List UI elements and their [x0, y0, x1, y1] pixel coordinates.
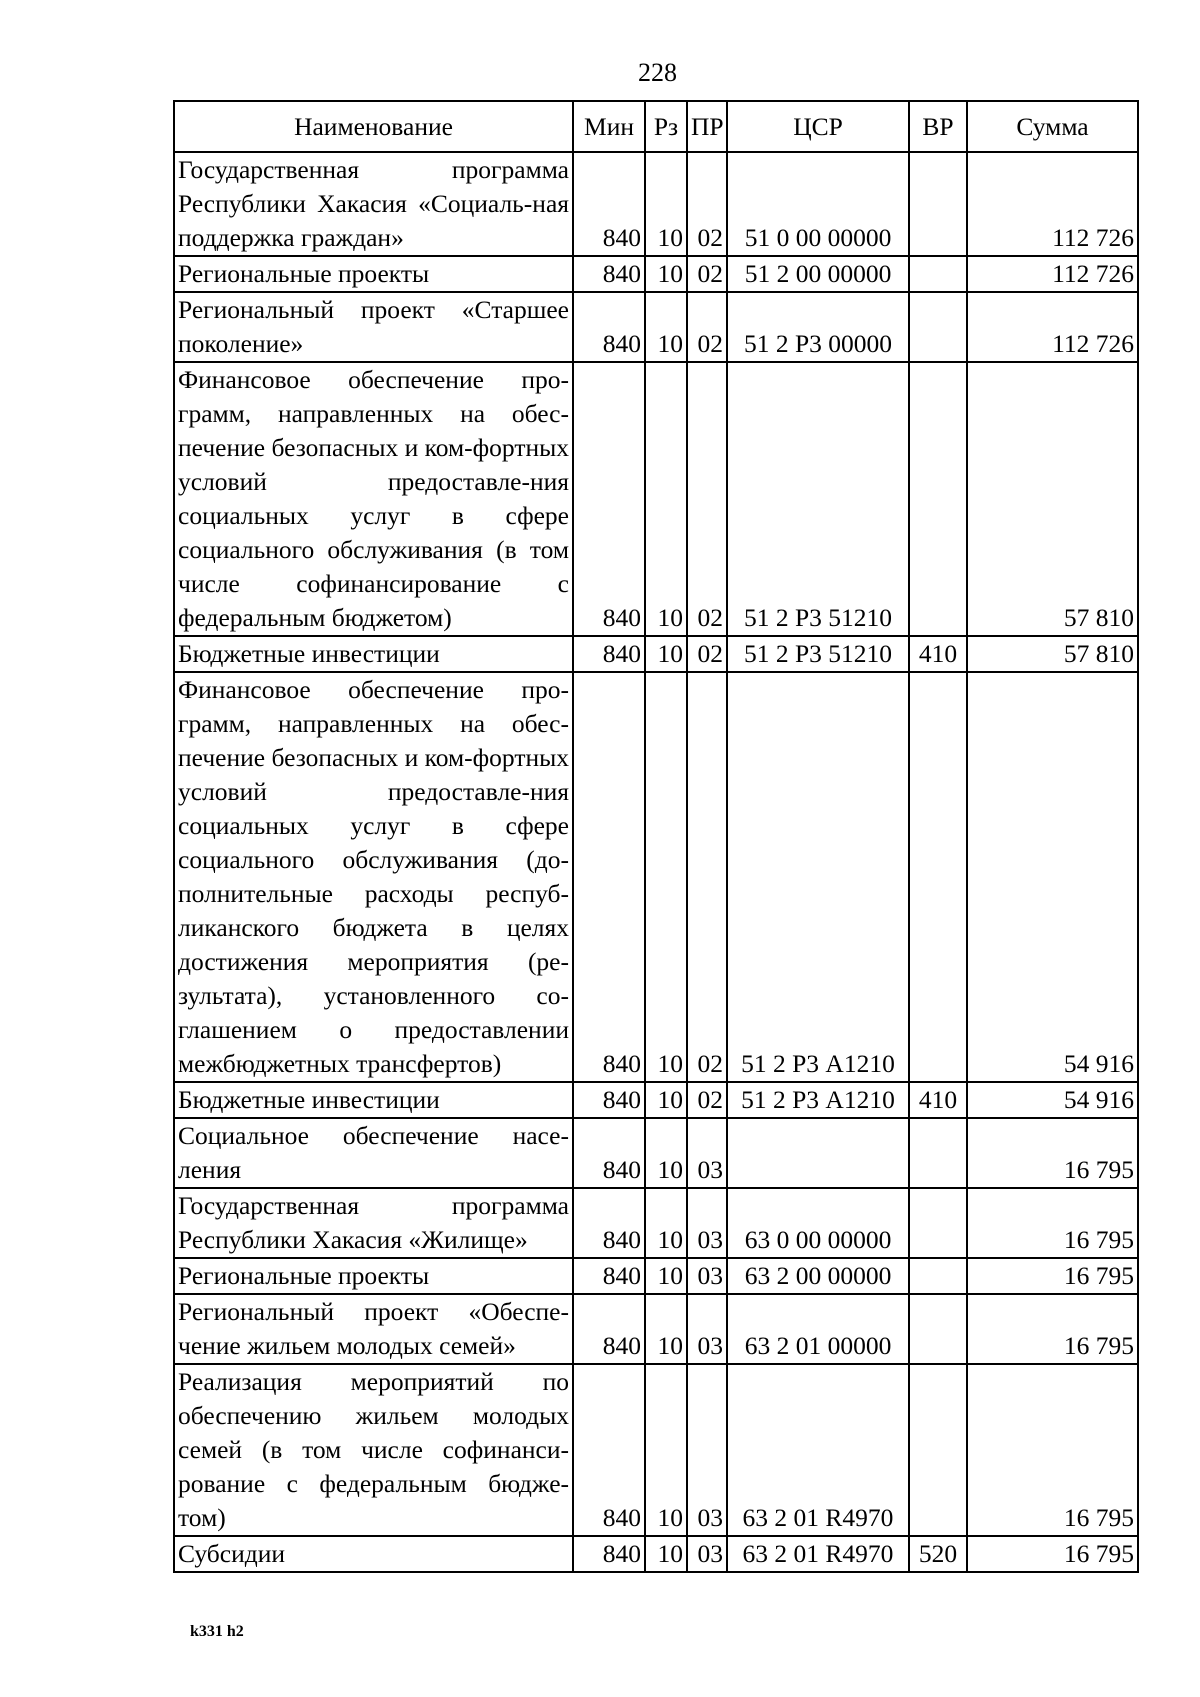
cell-rz: 10: [645, 1118, 687, 1188]
cell-min: 840: [573, 1364, 645, 1536]
cell-sum: 16 795: [967, 1536, 1138, 1572]
header-csr: ЦСР: [727, 101, 909, 152]
cell-vr: [909, 1294, 967, 1364]
cell-rz: 10: [645, 1294, 687, 1364]
cell-vr: [909, 1118, 967, 1188]
cell-vr: [909, 1188, 967, 1258]
cell-csr: 63 2 01 R4970: [727, 1364, 909, 1536]
cell-vr: [909, 1258, 967, 1294]
cell-vr: [909, 292, 967, 362]
cell-min: 840: [573, 292, 645, 362]
header-min: Мин: [573, 101, 645, 152]
cell-vr: [909, 152, 967, 256]
cell-sum: 112 726: [967, 292, 1138, 362]
table-row: [174, 152, 1138, 256]
header-row: [174, 101, 1138, 152]
table-row: [174, 1536, 1138, 1572]
cell-csr: 51 2 Р3 А1210: [727, 672, 909, 1082]
cell-vr: [909, 672, 967, 1082]
cell-sum: 16 795: [967, 1258, 1138, 1294]
table-row: [174, 292, 1138, 362]
cell-min: 840: [573, 1082, 645, 1118]
cell-name: Субсидии: [174, 1536, 573, 1572]
cell-name: Государственная программа Республики Хакасия «Жилище»: [174, 1188, 573, 1258]
cell-sum: 54 916: [967, 672, 1138, 1082]
cell-vr: 520: [909, 1536, 967, 1572]
cell-min: 840: [573, 1188, 645, 1258]
cell-vr: 410: [909, 636, 967, 672]
cell-sum: 54 916: [967, 1082, 1138, 1118]
cell-sum: 57 810: [967, 362, 1138, 636]
cell-rz: 10: [645, 636, 687, 672]
cell-rz: 10: [645, 292, 687, 362]
cell-rz: 10: [645, 152, 687, 256]
header-name: Наименование: [174, 101, 573, 152]
cell-min: 840: [573, 1294, 645, 1364]
cell-min: 840: [573, 362, 645, 636]
cell-rz: 10: [645, 1082, 687, 1118]
table-row: [174, 1294, 1138, 1364]
page-number: 228: [638, 58, 677, 87]
header-vr: ВР: [909, 101, 967, 152]
cell-sum: 16 795: [967, 1364, 1138, 1536]
cell-sum: 57 810: [967, 636, 1138, 672]
table-row: [174, 1082, 1138, 1118]
cell-name: Финансовое обеспечение про-грамм, направленных на обес-печение безопасных и ком-фортных условий предоставле-ния социальных услуг в сфере социального обслуживания (в том числе софинансирование с федеральным бюджетом): [174, 362, 573, 636]
cell-min: 840: [573, 1536, 645, 1572]
cell-vr: 410: [909, 1082, 967, 1118]
table-header: [174, 101, 1138, 152]
cell-csr: 51 2 00 00000: [727, 256, 909, 292]
cell-csr: 63 2 01 R4970: [727, 1536, 909, 1572]
cell-rz: 10: [645, 672, 687, 1082]
cell-pr: 03: [687, 1364, 727, 1536]
cell-name: Реализация мероприятий по обеспечению жильем молодых семей (в том числе софинанси-рование с федеральным бюдже-том): [174, 1364, 573, 1536]
cell-name: Региональный проект «Старшее поколение»: [174, 292, 573, 362]
cell-name: Финансовое обеспечение про-грамм, направленных на обес-печение безопасных и ком-фортных условий предоставле-ния социальных услуг в сфере социального обслуживания (до-полнительные расходы респуб-ликанского бюджета в целях достижения мероприятия (ре-зультата), установленного со-глашением о предоставлении межбюджетных трансфертов): [174, 672, 573, 1082]
cell-vr: [909, 256, 967, 292]
cell-name: Социальное обеспечение насе-ления: [174, 1118, 573, 1188]
cell-csr: 51 2 Р3 А1210: [727, 1082, 909, 1118]
cell-name: Бюджетные инвестиции: [174, 1082, 573, 1118]
cell-pr: 03: [687, 1118, 727, 1188]
cell-min: 840: [573, 1258, 645, 1294]
table-row: [174, 1118, 1138, 1188]
cell-min: 840: [573, 256, 645, 292]
cell-csr: 63 0 00 00000: [727, 1188, 909, 1258]
header-rz: Рз: [645, 101, 687, 152]
cell-pr: 03: [687, 1294, 727, 1364]
cell-rz: 10: [645, 256, 687, 292]
cell-name: Государственная программа Республики Хакасия «Социаль-ная поддержка граждан»: [174, 152, 573, 256]
table-row: [174, 636, 1138, 672]
table-row: [174, 1364, 1138, 1536]
cell-min: 840: [573, 1118, 645, 1188]
header-sum: Сумма: [967, 101, 1138, 152]
cell-csr: 63 2 00 00000: [727, 1258, 909, 1294]
cell-pr: 03: [687, 1536, 727, 1572]
cell-rz: 10: [645, 1188, 687, 1258]
cell-rz: 10: [645, 362, 687, 636]
cell-pr: 02: [687, 152, 727, 256]
cell-csr: 51 2 Р3 51210: [727, 362, 909, 636]
cell-min: 840: [573, 672, 645, 1082]
cell-csr: 51 2 Р3 00000: [727, 292, 909, 362]
cell-name: Бюджетные инвестиции: [174, 636, 573, 672]
cell-pr: 03: [687, 1258, 727, 1294]
cell-sum: 112 726: [967, 152, 1138, 256]
cell-csr: 51 0 00 00000: [727, 152, 909, 256]
header-pr: ПР: [687, 101, 727, 152]
cell-pr: 02: [687, 256, 727, 292]
footer-code: k331 h2: [190, 1623, 244, 1640]
table-row: [174, 362, 1138, 636]
cell-pr: 02: [687, 672, 727, 1082]
cell-vr: [909, 362, 967, 636]
budget-table: [173, 100, 1139, 1573]
cell-vr: [909, 1364, 967, 1536]
cell-min: 840: [573, 152, 645, 256]
cell-csr: 51 2 Р3 51210: [727, 636, 909, 672]
table-row: [174, 1188, 1138, 1258]
cell-sum: 16 795: [967, 1118, 1138, 1188]
cell-name: Региональные проекты: [174, 1258, 573, 1294]
table-row: [174, 256, 1138, 292]
table-row: [174, 672, 1138, 1082]
cell-pr: 02: [687, 362, 727, 636]
cell-rz: 10: [645, 1536, 687, 1572]
cell-csr: 63 2 01 00000: [727, 1294, 909, 1364]
cell-pr: 02: [687, 636, 727, 672]
cell-name: Региональный проект «Обеспе-чение жильем молодых семей»: [174, 1294, 573, 1364]
cell-sum: 16 795: [967, 1294, 1138, 1364]
cell-pr: 02: [687, 1082, 727, 1118]
cell-name: Региональные проекты: [174, 256, 573, 292]
cell-pr: 02: [687, 292, 727, 362]
cell-sum: 16 795: [967, 1188, 1138, 1258]
table-row: [174, 1258, 1138, 1294]
cell-sum: 112 726: [967, 256, 1138, 292]
cell-min: 840: [573, 636, 645, 672]
table-body: [174, 152, 1138, 1572]
cell-csr: [727, 1118, 909, 1188]
cell-rz: 10: [645, 1364, 687, 1536]
cell-pr: 03: [687, 1188, 727, 1258]
cell-rz: 10: [645, 1258, 687, 1294]
